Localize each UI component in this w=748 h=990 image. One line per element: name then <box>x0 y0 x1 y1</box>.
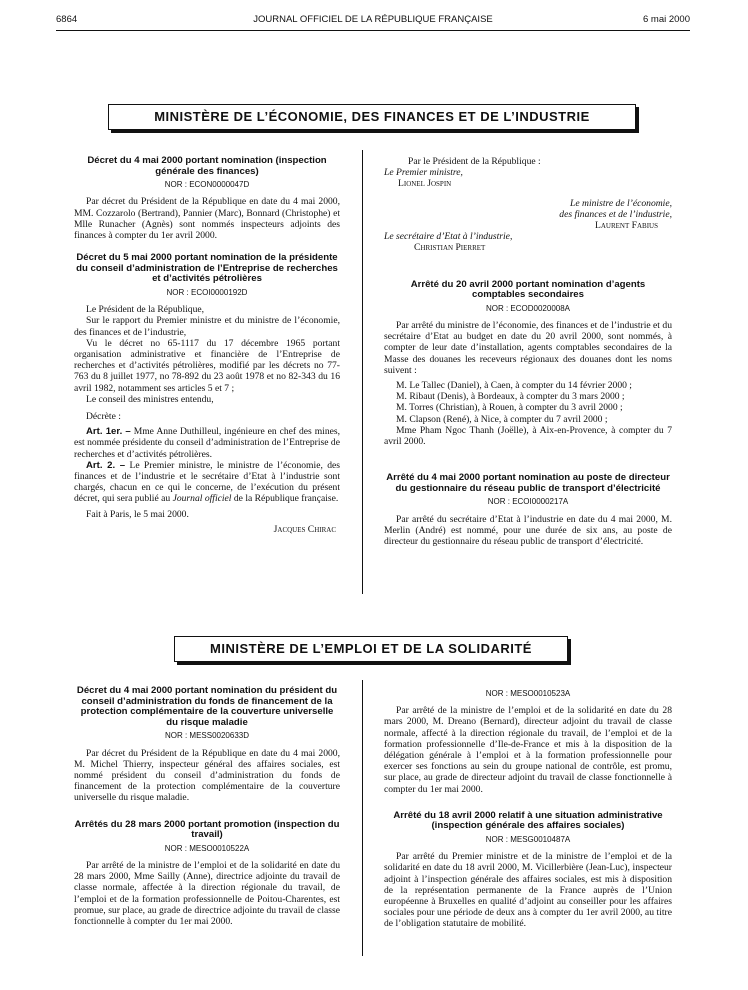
journal-reference: Journal officiel <box>172 493 232 505</box>
decree-body: Par décret du Président de la République en date du 4 mai 2000, M. Michel Thierry, inspecteur général des affaires sociales, est nommé président du conseil d’administration du fonds de financement de la protection complémentaire de la couverture universelle du risque maladie. <box>74 747 340 804</box>
list-item: Mme Pham Ngoc Thanh (Joëlle), à Aix-en-Provence, à compter du 7 avril 2000. <box>384 424 672 448</box>
article-text: Le Premier ministre, le ministre de l’économie, des finances et de l’industrie et le secrétaire d’Etat à l’industrie sont chargés, chacun en ce qui le concerne, de l’exécution du présent décret, qui sera publié au <box>74 459 340 505</box>
ministry-heading-employment: MINISTÈRE DE L’EMPLOI ET DE LA SOLIDARITÉ <box>174 636 568 662</box>
list-item: M. Clapson (René), à Nice, à compter du 7 avril 2000 ; <box>396 413 608 425</box>
order-body: Par arrêté du Premier ministre et de la ministre de l’emploi et de la solidarité en date du 18 avril 2000, M. Vicillerbière (Jean-Luc), inspecteur adjoint à l’inspection générale des affaires sociales, est mis à disposition de la représentation permanente de la France auprès de l’Union européenne à Bruxelles en qualité d’adjoint au conseiller pour les affaires sociales pour une période de deux ans à compter du 1er avril 2000, au titre de l’obligation statutaire de mobilité. <box>384 851 672 930</box>
decree-title: Décret du 5 mai 2000 portant nomination de la présidente du conseil d’administration de l’Entreprise de recherches et d’activités pétrolières <box>76 252 338 285</box>
nor-reference: NOR : ECOI0000217A <box>487 497 569 507</box>
signatory-name: Christian Pierret <box>414 242 486 254</box>
nor-reference: NOR : MESO0010522A <box>164 843 250 853</box>
order-body: Par arrêté de la ministre de l’emploi et de la solidarité en date du 28 mars 2000, Mme Sailly (Anne), directrice adjointe du travail de classe normale, affectée à la direction régionale du travail, de l’emploi et de la formation professionnelle de Poitou-Charentes, est promue, sur place, au grade de directrice adjointe du travail de classe fonctionnelle à compter du 1er mai 2000. <box>74 859 340 927</box>
appointee-list <box>384 380 672 447</box>
article-2 <box>74 460 340 505</box>
article-text: de la République française. <box>233 493 339 505</box>
order-body: Par arrêté du ministre de l’économie, des finances et de l’industrie et du secrétaire d’Etat au budget en date du 20 avril 2000, sont nommés, à compter de leur date d’installation, agents comptables secondaires de la Masse des douanes les receveurs régionaux des douanes dont les noms suivent : <box>384 320 672 376</box>
nor-reference: NOR : MESO0010523A <box>485 689 571 698</box>
article-1 <box>74 426 340 460</box>
nor-reference: NOR : ECON0000047D <box>164 180 250 190</box>
left-column-employment <box>74 686 340 927</box>
article-label: Art. 1er. – <box>86 426 131 438</box>
decree-paragraph: Sur le rapport du Premier ministre et du ministre de l’économie, des finances et de l’industrie, <box>74 315 340 338</box>
left-column-economy <box>74 156 340 535</box>
order-body: Par arrêté de la ministre de l’emploi et de la solidarité en date du 28 mars 2000, M. Dreano (Bernard), directeur adjoint du travail de classe normale, affecté à la direction régionale du travail, de l’emploi et de la formation professionnelle d’Ile-de-France et mis à la disposition de la délégation générale à l’emploi et à la formation professionnelle pour exercer ses fonctions au sein du groupe national de contrôle, est promu, sur place, au grade de directeur adjoint du travail de classe fonctionnelle à compter du 1er mai 2000. <box>384 705 672 795</box>
ministry-heading-economy: MINISTÈRE DE L’ÉCONOMIE, DES FINANCES ET DE L’INDUSTRIE <box>108 104 636 130</box>
nor-reference: NOR : MESS0020633D <box>164 731 250 741</box>
article-text: Mme Anne Duthilleul, ingénieure en chef des mines, est nommée présidente du conseil d’administration de l’Entreprise de recherches et d’activités pétrolières. <box>74 426 341 460</box>
column-divider <box>362 150 363 594</box>
signatory-role: Le secrétaire d’Etat à l’industrie, <box>384 231 513 243</box>
signatory-name: Laurent Fabius <box>595 220 658 232</box>
list-item: M. Torres (Christian), à Rouen, à compter du 3 avril 2000 ; <box>396 402 623 414</box>
decree-body: Par décret du Président de la République en date du 4 mai 2000, MM. Cozzarolo (Bertrand), Pannier (Marc), Bonnard (Christophe) et Mlle Runacher (Agnès) sont nommés inspecteurs adjoints des finances à compter du 1er avril 2000. <box>74 196 340 241</box>
decree-title: Décret du 4 mai 2000 portant nomination du président du conseil d’administration du fonds de financement de la protection complémentaire de la couverture universelle du risque maladie <box>76 685 338 728</box>
nor-reference: NOR : ECOD0020008A <box>485 303 571 313</box>
decrete-label: Décrète : <box>86 411 121 423</box>
order-title: Arrêté du 4 mai 2000 portant nomination au poste de directeur du gestionnaire du réseau public de transport d’électricité <box>386 472 670 494</box>
list-item: M. Ribaut (Denis), à Bordeaux, à compter du 3 mars 2000 ; <box>396 391 625 403</box>
list-item: M. Le Tallec (Daniel), à Caen, à compter du 14 février 2000 ; <box>396 380 632 392</box>
decree-paragraph: Vu le décret no 65-1117 du 17 décembre 1965 portant organisation administrative et financière de l’Entreprise de recherches et d’activités pétrolières, modifié par les décrets no 77-763 du 8 juillet 1977, no 78-892 du 23 août 1978 et no 82-343 du 16 avril 1982, notamment ses articles 5 et 7 ; <box>74 337 340 394</box>
decree-paragraph: Le Président de la République, <box>86 304 205 316</box>
page-header <box>56 14 690 31</box>
journal-title: JOURNAL OFFICIEL DE LA RÉPUBLIQUE FRANÇAISE <box>253 14 493 25</box>
decree-paragraph: Le conseil des ministres entendu, <box>86 393 214 405</box>
signature-intro: Par le Président de la République : <box>408 156 541 167</box>
signatory-role: des finances et de l’industrie, <box>559 208 672 220</box>
page-number: 6864 <box>56 14 78 25</box>
right-column-employment <box>384 686 672 930</box>
signature-date: Fait à Paris, le 5 mai 2000. <box>86 508 189 520</box>
column-divider <box>362 680 363 956</box>
decree-title: Décret du 4 mai 2000 portant nomination (inspection générale des finances) <box>87 155 327 177</box>
order-title: Arrêté du 18 avril 2000 relatif à une situation administrative (inspection générale des affaires sociales) <box>393 809 663 832</box>
order-title: Arrêtés du 28 mars 2000 portant promotion (inspection du travail) <box>74 818 340 841</box>
nor-reference: NOR : MESG0010487A <box>485 835 571 845</box>
order-title: Arrêté du 20 avril 2000 portant nomination d’agents comptables secondaires <box>410 278 646 301</box>
order-body: Par arrêté du secrétaire d’Etat à l’industrie en date du 4 mai 2000, M. Merlin (André) est nommé, pour une durée de six ans, au poste de directeur du gestionnaire du réseau public de transport d’électricité. <box>384 513 672 548</box>
issue-date: 6 mai 2000 <box>642 14 690 25</box>
nor-reference: NOR : ECOI0000192D <box>166 287 248 297</box>
right-column-economy <box>384 156 672 547</box>
signatory-name: Jacques Chirac <box>273 523 336 535</box>
signatory-name: Lionel Jospin <box>398 178 452 190</box>
signatory-role: Le Premier ministre, <box>384 167 463 179</box>
signatory-role: Le ministre de l’économie, <box>570 197 672 209</box>
article-label: Art. 2. – <box>86 459 126 471</box>
